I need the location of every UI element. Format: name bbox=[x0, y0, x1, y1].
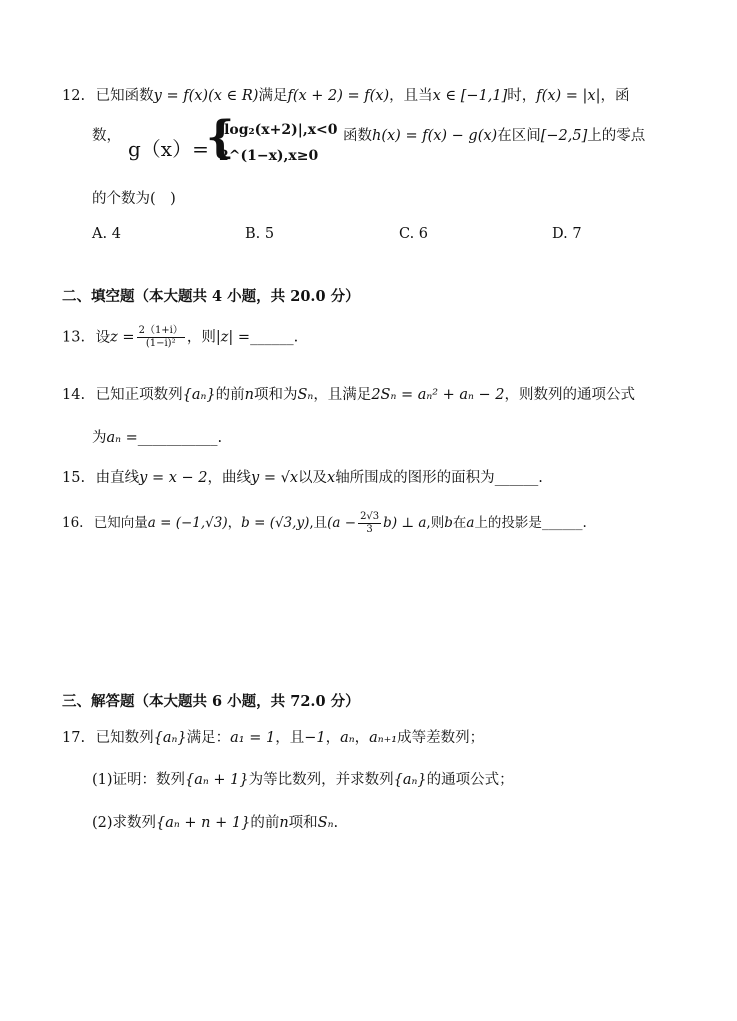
q17-minus-one: −1 bbox=[304, 730, 326, 746]
q13-line bbox=[62, 325, 298, 350]
q16-line bbox=[62, 511, 587, 536]
q15-text: 轴所围成的图形的面积为 bbox=[335, 470, 495, 486]
q14-text: 已知正项数列 bbox=[95, 387, 183, 403]
q17-seq: {aₙ} bbox=[153, 730, 187, 746]
q13-fraction bbox=[137, 325, 185, 350]
q15-blank: ______ bbox=[494, 470, 539, 486]
q15-text: ，曲线 bbox=[207, 470, 252, 486]
q14-text: ，则数列的通项公式 bbox=[504, 387, 636, 403]
q17-number: 17. bbox=[62, 730, 86, 746]
q15-text: 以及 bbox=[298, 470, 327, 486]
q12-g-label: g（x）= bbox=[128, 137, 209, 161]
q15-curve-eq: y = √x bbox=[251, 470, 298, 486]
q12-text: 函数 bbox=[343, 128, 372, 144]
q13-text: ，则 bbox=[186, 329, 216, 346]
q15-line-eq: y = x − 2 bbox=[139, 470, 208, 486]
q12-line2-start bbox=[92, 126, 121, 146]
q16-text: ， bbox=[227, 515, 242, 531]
q14-line2 bbox=[92, 428, 222, 448]
q12-text: ，函 bbox=[600, 88, 630, 104]
q15-end: . bbox=[538, 470, 543, 486]
q16-text: ,则 bbox=[426, 515, 445, 531]
q17-part2-seq: {aₙ + n + 1} bbox=[156, 815, 251, 831]
q13-z: z = bbox=[110, 329, 135, 346]
q14-text: 为 bbox=[92, 430, 107, 446]
q17-text: 项和 bbox=[288, 815, 318, 831]
q12-piece2: 2^(1−x),x≥0 bbox=[219, 148, 319, 164]
q17-text: ， bbox=[354, 730, 370, 746]
q16-vec-a: a = (−1,√3) bbox=[147, 515, 228, 531]
q17-text: 满足： bbox=[186, 730, 231, 746]
q14-equation: 2Sₙ = aₙ² + aₙ − 2 bbox=[371, 387, 505, 403]
q14-Sn: Sₙ bbox=[297, 387, 314, 403]
q12-math-function: y = f(x)(x ∈ R) bbox=[153, 88, 259, 104]
q12-choice-a: A. 4 bbox=[92, 226, 121, 242]
q17-text: 求数列 bbox=[112, 815, 157, 831]
q17-part1 bbox=[92, 770, 514, 790]
q12-text: 时， bbox=[507, 88, 537, 104]
q16-vec-b: b = (√3,y) bbox=[241, 515, 310, 531]
q16-blank: ______ bbox=[541, 515, 583, 531]
q12-math-abs: f(x) = |x| bbox=[536, 88, 601, 104]
q17-part2-Sn: Sₙ bbox=[317, 815, 334, 831]
q17-an1: aₙ₊₁ bbox=[369, 730, 398, 746]
q16-number: 16. bbox=[62, 515, 84, 531]
q17-part2 bbox=[92, 813, 338, 833]
q12-text: 在区间 bbox=[497, 128, 541, 144]
q16-condition-right: b) ⊥ a bbox=[383, 515, 427, 531]
q17-text: 的前 bbox=[250, 815, 280, 831]
q16-text: 上的投影是 bbox=[474, 515, 542, 531]
q13-abs: |z| = bbox=[215, 329, 251, 346]
q12-line2-rest bbox=[343, 126, 645, 146]
q16-end: . bbox=[582, 515, 587, 531]
q16-frac-den: 3 bbox=[366, 524, 373, 535]
q12-choice-c: C. 6 bbox=[399, 226, 429, 242]
q12-line3 bbox=[92, 189, 176, 209]
q14-line1 bbox=[62, 385, 635, 405]
q12-line1 bbox=[62, 86, 629, 106]
q12-text: 上的零点 bbox=[587, 128, 646, 144]
q16-vec-a-ref: a bbox=[466, 515, 475, 531]
q14-seq: {aₙ} bbox=[182, 387, 216, 403]
q15-x: x bbox=[327, 470, 336, 486]
q16-text: 已知向量 bbox=[93, 515, 148, 531]
q17-part1-seq2: {aₙ} bbox=[393, 772, 427, 788]
q12-choice-b: B. 5 bbox=[245, 226, 275, 242]
q13-blank: ______ bbox=[250, 329, 294, 346]
q15-number: 15. bbox=[62, 470, 86, 486]
q12-text: ，且当 bbox=[389, 88, 433, 104]
q16-frac-num: 2√3 bbox=[360, 511, 380, 522]
q17-text: 证明：数列 bbox=[112, 772, 186, 788]
q17-text: 的通项公式； bbox=[426, 772, 514, 788]
q17-text: 为等比数列，并求数列 bbox=[248, 772, 394, 788]
q13-text: 设 bbox=[95, 329, 111, 346]
q13-denominator: (1−i)² bbox=[145, 338, 176, 349]
q17-text: ，且 bbox=[275, 730, 305, 746]
q17-a1: a₁ = 1 bbox=[230, 730, 276, 746]
q16-text: ,且 bbox=[309, 515, 328, 531]
q17-text: 已知数列 bbox=[95, 730, 154, 746]
q12-choice-d: D. 7 bbox=[552, 226, 582, 242]
q12-piece1: |log₂(x+2)|,x<0 bbox=[219, 122, 338, 138]
section-fill-in-title: 二、填空题（本大题共 4 小题，共 20.0 分） bbox=[62, 288, 360, 305]
q13-end: . bbox=[293, 329, 299, 346]
q12-text: 满足 bbox=[258, 88, 288, 104]
q12-piecewise-brace: { bbox=[206, 112, 235, 163]
q13-numerator: 2（1+i） bbox=[138, 325, 183, 336]
q12-math-interval2: [−2,5] bbox=[540, 128, 588, 144]
q16-vec-b-ref: b bbox=[444, 515, 453, 531]
q14-an: aₙ = bbox=[106, 430, 138, 446]
q14-text: 的前 bbox=[215, 387, 245, 403]
q17-text: 成等差数列； bbox=[397, 730, 485, 746]
q14-text: ，且满足 bbox=[313, 387, 372, 403]
q12-text: 数， bbox=[92, 128, 121, 144]
q12-math-periodic: f(x + 2) = f(x) bbox=[287, 88, 390, 104]
q12-math-h: h(x) = f(x) − g(x) bbox=[372, 128, 498, 144]
q12-text: 已知函数 bbox=[95, 88, 154, 104]
q15-text: 由直线 bbox=[95, 470, 140, 486]
q14-blank: ___________ bbox=[137, 430, 218, 446]
section-answer-title: 三、解答题（本大题共 6 小题，共 72.0 分） bbox=[62, 693, 360, 710]
q17-part1-seq: {aₙ + 1} bbox=[185, 772, 249, 788]
q17-part1-label: (1) bbox=[92, 772, 113, 788]
q14-number: 14. bbox=[62, 387, 86, 403]
q17-part2-end: . bbox=[333, 815, 339, 831]
q17-part2-label: (2) bbox=[92, 815, 113, 831]
q14-end: . bbox=[217, 430, 223, 446]
q16-fraction bbox=[358, 511, 381, 536]
q15-line bbox=[62, 468, 543, 488]
q17-an: aₙ bbox=[340, 730, 355, 746]
q14-n: n bbox=[244, 387, 254, 403]
q17-part2-n: n bbox=[279, 815, 289, 831]
q16-condition-left: (a − bbox=[327, 515, 357, 531]
q17-line bbox=[62, 728, 484, 748]
q12-answer-paren: ( ) bbox=[150, 191, 176, 207]
q17-text: ， bbox=[325, 730, 341, 746]
q12-text: 的个数为 bbox=[92, 191, 150, 207]
q13-number: 13. bbox=[62, 329, 86, 346]
q16-text: 在 bbox=[452, 515, 467, 531]
q14-text: 项和为 bbox=[254, 387, 298, 403]
q12-number: 12. bbox=[62, 88, 86, 104]
q12-math-interval: x ∈ [−1,1] bbox=[432, 88, 508, 104]
